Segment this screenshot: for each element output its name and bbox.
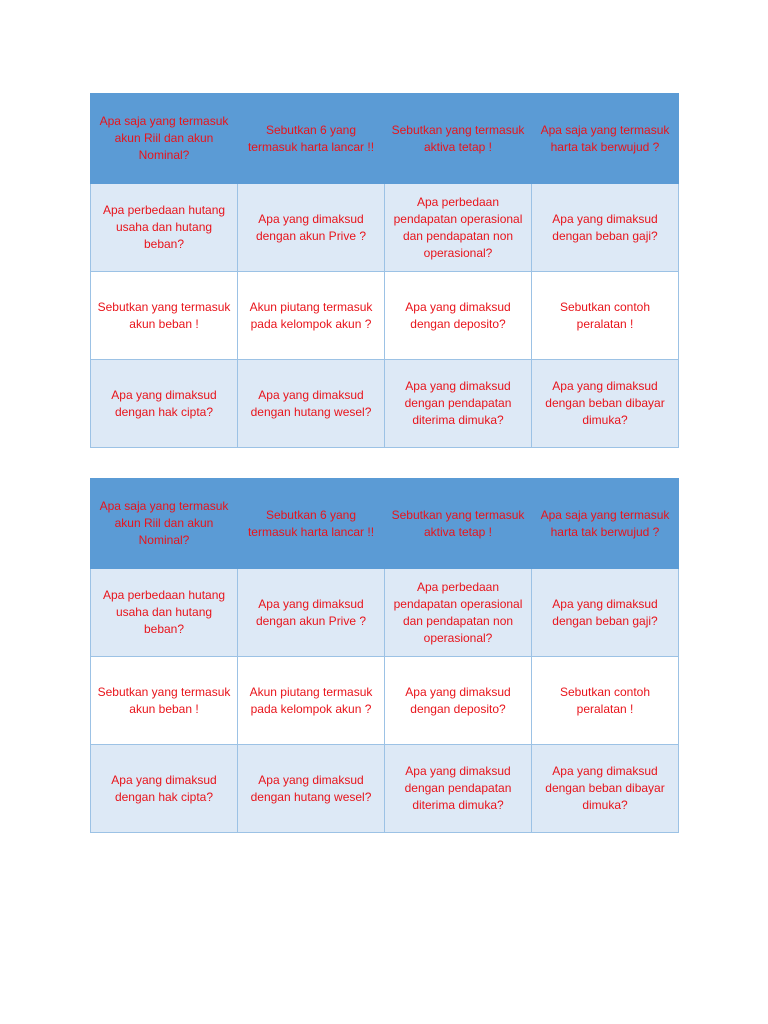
question-cell: Apa saja yang termasuk harta tak berwujud ? xyxy=(532,479,679,569)
question-cell: Apa perbedaan pendapatan operasional dan pendapatan non operasional? xyxy=(385,184,532,272)
question-cell: Apa yang dimaksud dengan hak cipta? xyxy=(91,745,238,833)
question-cell: Apa yang dimaksud dengan akun Prive ? xyxy=(238,184,385,272)
question-cell: Sebutkan yang termasuk akun beban ! xyxy=(91,272,238,360)
table-row xyxy=(91,94,679,184)
question-cell: Apa saja yang termasuk akun Riil dan akun Nominal? xyxy=(91,479,238,569)
question-cell: Sebutkan 6 yang termasuk harta lancar !! xyxy=(238,94,385,184)
question-cell: Apa perbedaan hutang usaha dan hutang beban? xyxy=(91,569,238,657)
question-cell: Apa yang dimaksud dengan beban gaji? xyxy=(532,184,679,272)
question-cell: Sebutkan yang termasuk akun beban ! xyxy=(91,657,238,745)
table-row xyxy=(91,479,679,569)
question-card-table-2 xyxy=(90,478,679,833)
question-cell: Apa yang dimaksud dengan beban dibayar dimuka? xyxy=(532,360,679,448)
question-cell: Apa perbedaan pendapatan operasional dan pendapatan non operasional? xyxy=(385,569,532,657)
question-cell: Apa saja yang termasuk akun Riil dan akun Nominal? xyxy=(91,94,238,184)
table-row xyxy=(91,360,679,448)
question-cell: Apa yang dimaksud dengan deposito? xyxy=(385,657,532,745)
question-cell: Apa yang dimaksud dengan beban dibayar dimuka? xyxy=(532,745,679,833)
question-cell: Sebutkan contoh peralatan ! xyxy=(532,657,679,745)
question-cell: Apa perbedaan hutang usaha dan hutang beban? xyxy=(91,184,238,272)
question-cell: Sebutkan yang termasuk aktiva tetap ! xyxy=(385,479,532,569)
table-row xyxy=(91,657,679,745)
question-cell: Akun piutang termasuk pada kelompok akun ? xyxy=(238,657,385,745)
table-row xyxy=(91,272,679,360)
question-cell: Apa yang dimaksud dengan pendapatan diterima dimuka? xyxy=(385,745,532,833)
question-cell: Apa yang dimaksud dengan akun Prive ? xyxy=(238,569,385,657)
question-cell: Apa yang dimaksud dengan beban gaji? xyxy=(532,569,679,657)
question-cell: Apa yang dimaksud dengan deposito? xyxy=(385,272,532,360)
question-card-table-1 xyxy=(90,93,679,448)
table-row xyxy=(91,184,679,272)
question-cell: Apa yang dimaksud dengan pendapatan diterima dimuka? xyxy=(385,360,532,448)
table-row xyxy=(91,569,679,657)
question-cell: Apa yang dimaksud dengan hutang wesel? xyxy=(238,360,385,448)
question-cell: Apa saja yang termasuk harta tak berwujud ? xyxy=(532,94,679,184)
question-cell: Apa yang dimaksud dengan hak cipta? xyxy=(91,360,238,448)
question-cell: Apa yang dimaksud dengan hutang wesel? xyxy=(238,745,385,833)
question-cell: Sebutkan yang termasuk aktiva tetap ! xyxy=(385,94,532,184)
question-cell: Akun piutang termasuk pada kelompok akun ? xyxy=(238,272,385,360)
question-cell: Sebutkan contoh peralatan ! xyxy=(532,272,679,360)
table-row xyxy=(91,745,679,833)
question-cell: Sebutkan 6 yang termasuk harta lancar !! xyxy=(238,479,385,569)
